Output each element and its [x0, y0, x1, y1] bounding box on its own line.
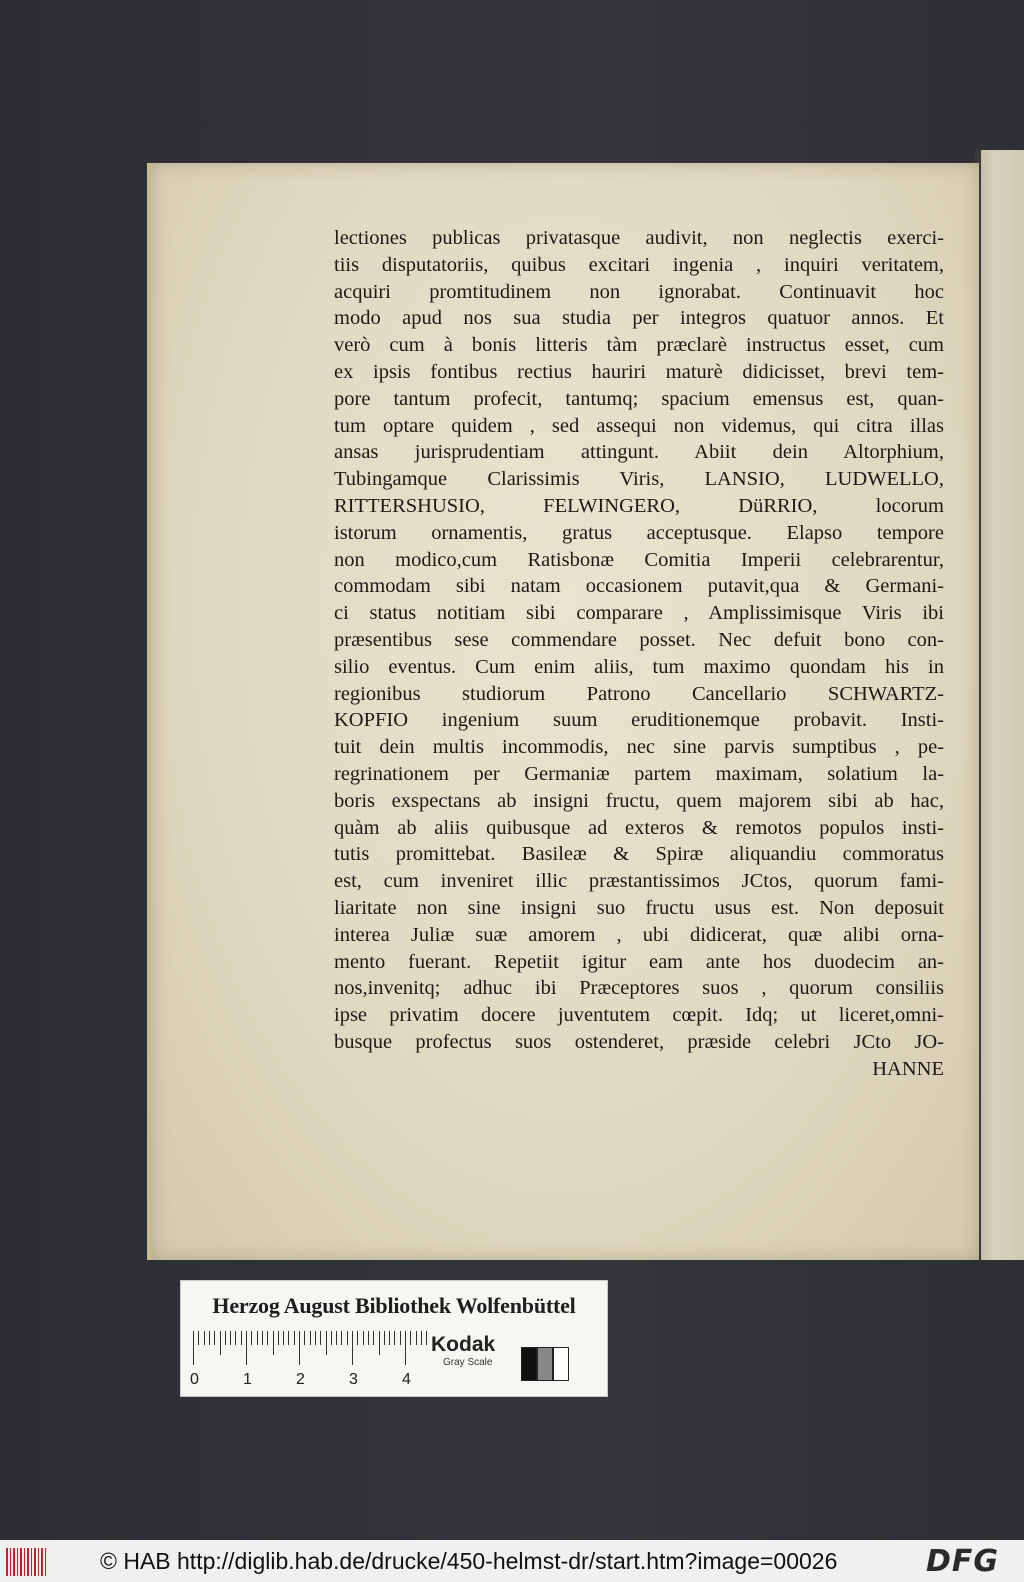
- gray-patch-white: [553, 1347, 569, 1381]
- text-line: lectiones publicas privatasque audivit, non neglectis exerci-: [334, 227, 944, 249]
- ruler-tick: [384, 1331, 385, 1345]
- ruler-tick: [394, 1331, 395, 1345]
- text-line: regrinationem per Germaniæ partem maximam, solatium la-: [334, 762, 944, 785]
- text-line: Tubingamque Clarissimis Viris, LANSIO, LUDWELLO,: [334, 468, 944, 491]
- text-line: est, cum inveniret illic præstantissimos JCtos, quorum fami-: [334, 870, 944, 893]
- kodak-logo: Kodak: [431, 1333, 496, 1356]
- footer-bar: [0, 1540, 1024, 1582]
- text-line: tuit dein multis incommodis, nec sine parvis sumptibus , pe-: [334, 736, 944, 759]
- ruler-tick: [273, 1331, 274, 1355]
- ruler-scale: [190, 1331, 423, 1388]
- text-line: pore tantum profecit, tantumq; spacium emensus est, quan-: [334, 387, 944, 410]
- text-line: quàm ab aliis quibusque ad exteros & remotos populos insti-: [334, 816, 944, 839]
- ruler-tick: [341, 1331, 342, 1345]
- ruler-tick: [416, 1331, 417, 1345]
- text-line: interea Juliæ suæ amorem , ubi didicerat, quæ alibi orna-: [334, 923, 944, 946]
- page-text: [334, 225, 944, 1083]
- text-line: præsentibus sese commendare posset. Nec defuit bono con-: [334, 628, 944, 651]
- ruler-tick: [204, 1331, 205, 1345]
- ruler-tick: [373, 1331, 374, 1345]
- text-line: busque profectus suos ostenderet, præside celebri JCto JO-: [334, 1030, 944, 1053]
- ruler-number: 0: [190, 1371, 199, 1388]
- gray-patch-black: [521, 1347, 537, 1381]
- ruler-tick: [379, 1331, 380, 1355]
- text-line: modo apud nos sua studia per integros quatuor annos. Et: [334, 307, 944, 330]
- ruler-tick: [246, 1331, 247, 1365]
- ruler-tick: [251, 1331, 252, 1345]
- ruler-tick: [315, 1331, 316, 1345]
- text-line: ex ipsis fontibus rectius hauriri maturè didicisset, brevi tem-: [334, 360, 944, 383]
- text-line: commodam sibi natam occasionem putavit,qua & Germani-: [334, 575, 944, 598]
- barcode-icon: [6, 1548, 48, 1576]
- ruler-tick: [347, 1331, 348, 1345]
- ruler-number: 3: [349, 1371, 358, 1388]
- ruler-tick: [288, 1331, 289, 1345]
- ruler-tick: [363, 1331, 364, 1345]
- ruler-tick: [336, 1331, 337, 1345]
- ruler-tick: [326, 1331, 327, 1355]
- library-name: Herzog August Bibliothek Wolfenbüttel: [212, 1293, 576, 1318]
- ruler-tick: [241, 1331, 242, 1345]
- gray-patch-mid: [537, 1347, 553, 1381]
- ruler-tick: [209, 1331, 210, 1345]
- ruler-tick: [235, 1331, 236, 1345]
- ruler-tick: [220, 1331, 221, 1355]
- text-line: verò cum à bonis litteris tàm præclarè instructus esset, cum: [334, 334, 944, 357]
- ruler-tick: [310, 1331, 311, 1345]
- text-line: ansas jurisprudentiam attingunt. Abiit dein Altorphium,: [334, 441, 944, 464]
- ruler-tick: [320, 1331, 321, 1345]
- text-line: tum optare quidem , sed assequi non videmus, qui citra illas: [334, 414, 944, 437]
- ruler-number: 2: [296, 1371, 305, 1388]
- ruler-tick: [230, 1331, 231, 1345]
- text-line: tiis disputatoriis, quibus excitari ingenia , inquiri veritatem,: [334, 253, 944, 276]
- adjacent-leaf: [975, 150, 1024, 1260]
- text-line: nos,invenitq; adhuc ibi Præceptores suos , quorum consiliis: [334, 977, 944, 1000]
- text-line: regionibus studiorum Patrono Cancellario SCHWARTZ-: [334, 682, 944, 705]
- gray-scale-label: Gray Scale: [443, 1357, 493, 1368]
- ruler-tick: [299, 1331, 300, 1365]
- book-page: [147, 163, 979, 1260]
- ruler-tick: [368, 1331, 369, 1345]
- ruler-tick: [352, 1331, 353, 1365]
- text-line: non modico,cum Ratisbonæ Comitia Imperii celebrarentur,: [334, 548, 944, 571]
- text-line: silio eventus. Cum enim aliis, tum maximo quondam his in: [334, 655, 944, 678]
- ruler-tick: [283, 1331, 284, 1345]
- ruler-tick: [389, 1331, 390, 1345]
- text-line: istorum ornamentis, gratus acceptusque. Elapso tempore: [334, 521, 944, 544]
- text-line: ci status notitiam sibi comparare , Amplissimisque Viris ibi: [334, 602, 944, 625]
- ruler-tick: [331, 1331, 332, 1345]
- ruler-number: 4: [402, 1371, 411, 1388]
- ruler-tick: [257, 1331, 258, 1345]
- ruler-number: 1: [243, 1371, 252, 1388]
- ruler-tick: [304, 1331, 305, 1345]
- text-line: ipse privatim docere juventutem cœpit. Idq; ut liceret,omni-: [334, 1004, 944, 1027]
- color-target: [180, 1280, 608, 1397]
- text-line: mento fuerant. Repetiit igitur eam ante hos duodecim an-: [334, 950, 944, 973]
- ruler-tick: [262, 1331, 263, 1345]
- text-line: tutis promittebat. Basileæ & Spiræ aliquandiu commoratus: [334, 843, 944, 866]
- ruler-tick: [193, 1331, 194, 1365]
- text-line: KOPFIO ingenium suum eruditionemque probavit. Insti-: [334, 709, 944, 732]
- ruler-tick: [357, 1331, 358, 1345]
- text-line: acquiri promtitudinem non ignorabat. Continuavit hoc: [334, 280, 944, 303]
- ruler-tick: [294, 1331, 295, 1345]
- ruler-tick: [198, 1331, 199, 1345]
- ruler-tick: [405, 1331, 406, 1365]
- ruler-tick: [225, 1331, 226, 1345]
- ruler-tick: [410, 1331, 411, 1345]
- ruler-tick: [214, 1331, 215, 1345]
- ruler-tick: [267, 1331, 268, 1345]
- ruler-tick: [421, 1331, 422, 1345]
- ruler-tick: [426, 1331, 427, 1345]
- ruler-tick: [278, 1331, 279, 1345]
- catchword: HANNE: [872, 1057, 944, 1080]
- text-line: boris exspectans ab insigni fructu, quem majorem sibi ab hac,: [334, 789, 944, 812]
- dfg-logo: DFG: [926, 1544, 1000, 1579]
- ruler-tick: [400, 1331, 401, 1345]
- copyright-url[interactable]: © HAB http://diglib.hab.de/drucke/450-helmst-dr/start.htm?image=00026: [100, 1548, 838, 1574]
- text-line: liaritate non sine insigni suo fructu usus est. Non deposuit: [334, 896, 944, 919]
- text-line: RITTERSHUSIO, FELWINGERO, DüRRIO, locorum: [334, 494, 944, 517]
